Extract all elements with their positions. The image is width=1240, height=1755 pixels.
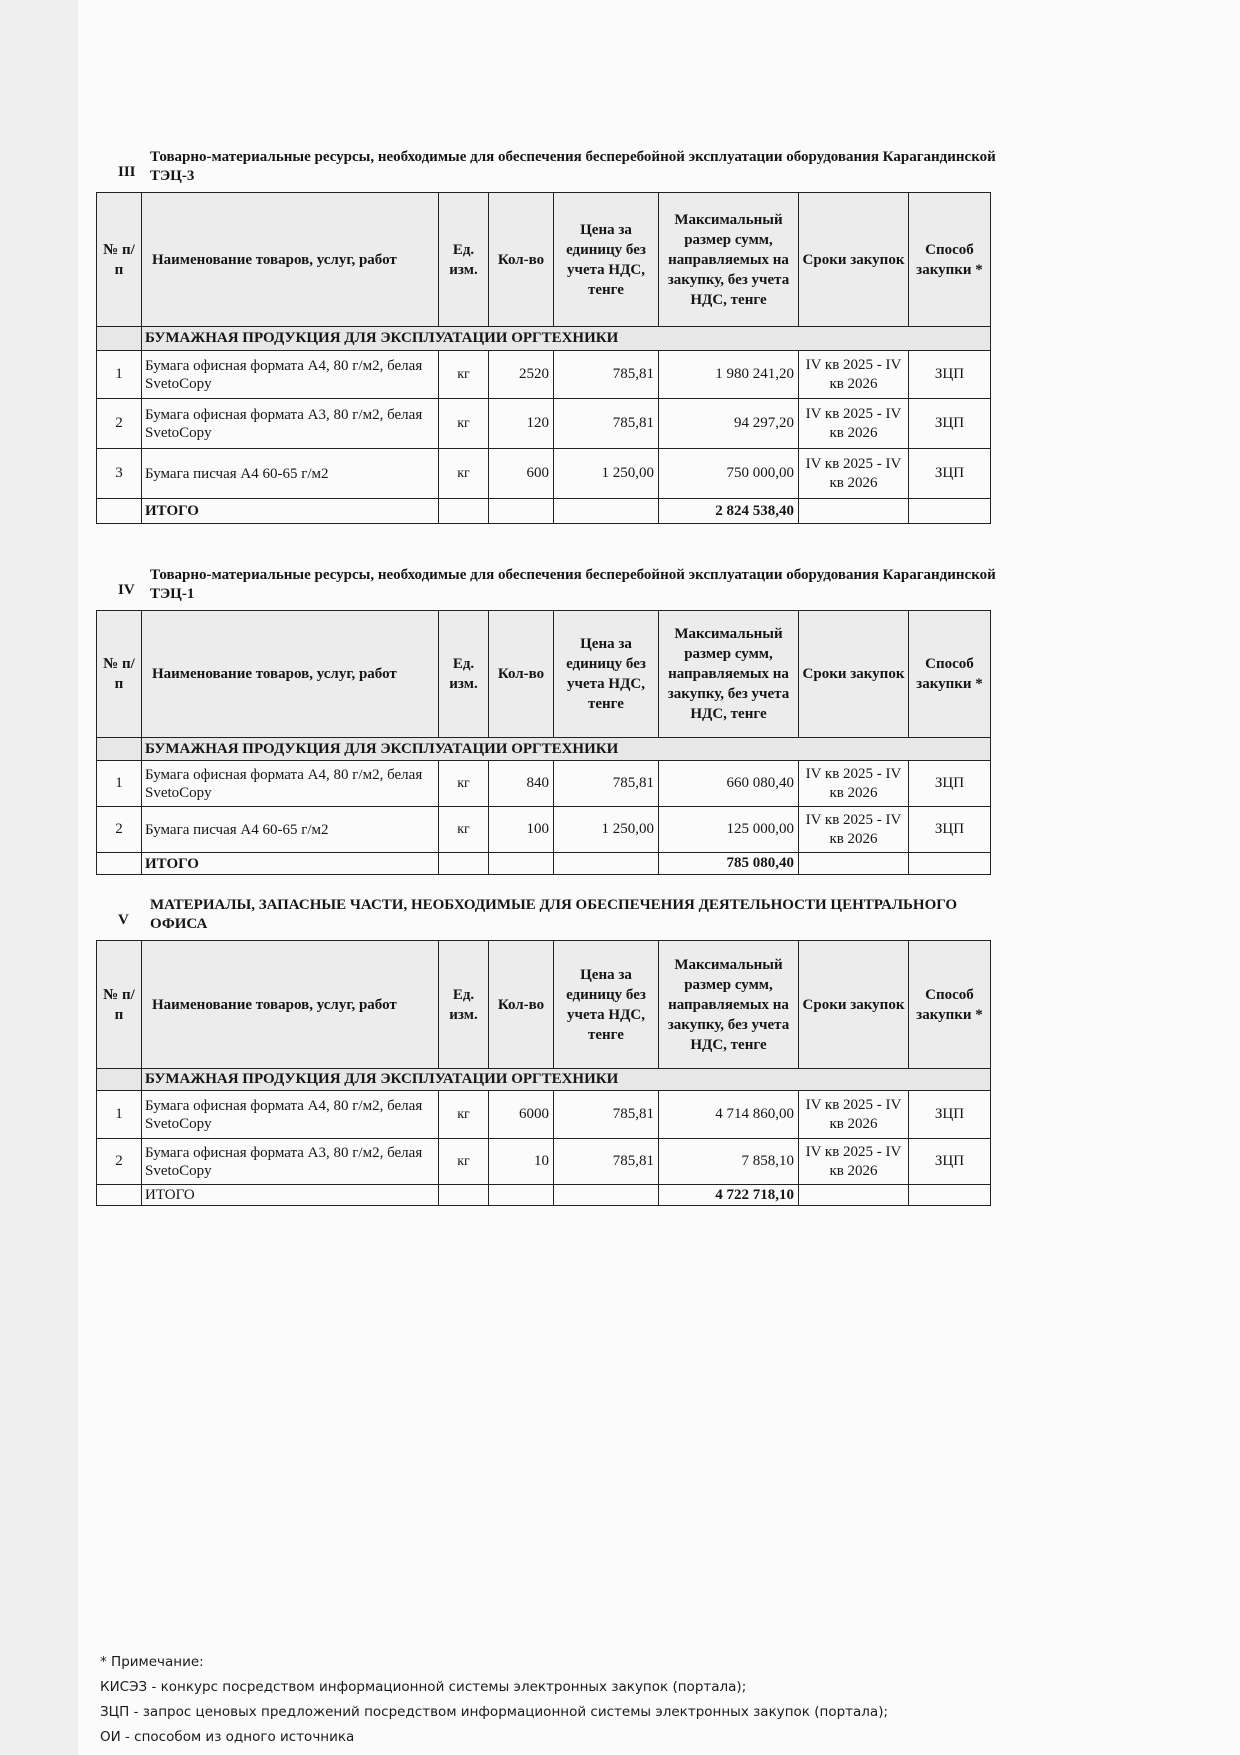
- section-number: IV: [118, 582, 135, 598]
- section-title: МАТЕРИАЛЫ, ЗАПАСНЫЕ ЧАСТИ, НЕОБХОДИМЫЕ ДЛЯ ОБЕСПЕЧЕНИЯ ДЕЯТЕЛЬНОСТИ ЦЕНТРАЛЬНОГО ОФИСА: [150, 897, 958, 932]
- row-method: ЗЦП: [909, 399, 991, 449]
- total-amount: 2 824 538,40: [659, 499, 799, 524]
- row-period: IV кв 2025 - IV кв 2026: [799, 807, 909, 853]
- total-label: ИТОГО: [142, 1185, 439, 1206]
- row-name: Бумага офисная формата А4, 80 г/м2, белая SvetoCopy: [142, 1091, 439, 1139]
- row-method: ЗЦП: [909, 1139, 991, 1185]
- row-period: IV кв 2025 - IV кв 2026: [799, 399, 909, 449]
- row-qty: 600: [489, 449, 554, 499]
- row-price: 785,81: [554, 1091, 659, 1139]
- row-period: IV кв 2025 - IV кв 2026: [799, 761, 909, 807]
- section-number: V: [118, 912, 129, 928]
- scan-margin: [0, 0, 78, 1755]
- row-period: IV кв 2025 - IV кв 2026: [799, 449, 909, 499]
- col-header-name: Наименование товаров, услуг, работ: [142, 193, 439, 327]
- col-header-price: Цена за единицу без учета НДС, тенге: [554, 611, 659, 738]
- row-period: IV кв 2025 - IV кв 2026: [799, 1091, 909, 1139]
- col-header-method: Способ закупки *: [909, 193, 991, 327]
- row-num: 1: [97, 351, 142, 399]
- header-row: [97, 941, 991, 1069]
- footnote: [100, 1650, 888, 1750]
- table-row: [97, 449, 991, 499]
- col-header-num: № п/п: [97, 193, 142, 327]
- footnote-line: КИСЭЗ - конкурс посредством информационной системы электронных закупок (портала);: [100, 1679, 747, 1695]
- section-header: [96, 566, 996, 610]
- section-iv: [96, 566, 996, 875]
- footnote-line: ОИ - способом из одного источника: [100, 1729, 355, 1745]
- row-num: 2: [97, 807, 142, 853]
- row-method: ЗЦП: [909, 351, 991, 399]
- row-qty: 120: [489, 399, 554, 449]
- row-num: 3: [97, 449, 142, 499]
- row-price: 785,81: [554, 399, 659, 449]
- col-header-max-amount: Максимальный размер сумм, направляемых на закупку, без учета НДС, тенге: [659, 941, 799, 1069]
- row-amount: 7 858,10: [659, 1139, 799, 1185]
- table-row: [97, 399, 991, 449]
- row-price: 785,81: [554, 761, 659, 807]
- col-header-qty: Кол-во: [489, 611, 554, 738]
- row-amount: 660 080,40: [659, 761, 799, 807]
- row-amount: 94 297,20: [659, 399, 799, 449]
- footnote-line: ЗЦП - запрос ценовых предложений посредством информационной системы электронных закупок (портала);: [100, 1704, 889, 1720]
- row-method: ЗЦП: [909, 449, 991, 499]
- row-qty: 10: [489, 1139, 554, 1185]
- category-label: БУМАЖНАЯ ПРОДУКЦИЯ ДЛЯ ЭКСПЛУАТАЦИИ ОРГТЕХНИКИ: [142, 738, 991, 761]
- row-num: 2: [97, 399, 142, 449]
- header-row: [97, 611, 991, 738]
- section-header: [96, 148, 996, 192]
- section-header: [96, 896, 996, 940]
- row-name: Бумага офисная формата А3, 80 г/м2, белая SvetoCopy: [142, 399, 439, 449]
- category-row: [97, 1069, 991, 1091]
- total-label: ИТОГО: [142, 853, 439, 875]
- col-header-num: № п/п: [97, 611, 142, 738]
- col-header-qty: Кол-во: [489, 193, 554, 327]
- section-number: III: [118, 164, 136, 180]
- col-header-period: Сроки закупок: [799, 193, 909, 327]
- row-unit: кг: [439, 761, 489, 807]
- row-amount: 4 714 860,00: [659, 1091, 799, 1139]
- col-header-unit: Ед. изм.: [439, 611, 489, 738]
- row-name: Бумага офисная формата А4, 80 г/м2, белая SvetoCopy: [142, 761, 439, 807]
- row-price: 785,81: [554, 1139, 659, 1185]
- col-header-name: Наименование товаров, услуг, работ: [142, 941, 439, 1069]
- table-row: [97, 1091, 991, 1139]
- row-unit: кг: [439, 449, 489, 499]
- row-price: 1 250,00: [554, 807, 659, 853]
- row-price: 1 250,00: [554, 449, 659, 499]
- col-header-price: Цена за единицу без учета НДС, тенге: [554, 941, 659, 1069]
- category-label: БУМАЖНАЯ ПРОДУКЦИЯ ДЛЯ ЭКСПЛУАТАЦИИ ОРГТЕХНИКИ: [142, 327, 991, 351]
- procurement-table: [96, 940, 991, 1206]
- row-method: ЗЦП: [909, 1091, 991, 1139]
- col-header-unit: Ед. изм.: [439, 941, 489, 1069]
- row-qty: 2520: [489, 351, 554, 399]
- footnote-heading: * Примечание:: [100, 1654, 204, 1670]
- row-unit: кг: [439, 807, 489, 853]
- row-name: Бумага офисная формата А3, 80 г/м2, белая SvetoCopy: [142, 1139, 439, 1185]
- row-period: IV кв 2025 - IV кв 2026: [799, 1139, 909, 1185]
- row-num: 2: [97, 1139, 142, 1185]
- category-row: [97, 327, 991, 351]
- row-name: Бумага офисная формата А4, 80 г/м2, белая SvetoCopy: [142, 351, 439, 399]
- category-label: БУМАЖНАЯ ПРОДУКЦИЯ ДЛЯ ЭКСПЛУАТАЦИИ ОРГТЕХНИКИ: [142, 1069, 991, 1091]
- row-qty: 100: [489, 807, 554, 853]
- col-header-method: Способ закупки *: [909, 941, 991, 1069]
- col-header-max-amount: Максимальный размер сумм, направляемых на закупку, без учета НДС, тенге: [659, 611, 799, 738]
- col-header-period: Сроки закупок: [799, 611, 909, 738]
- table-row: [97, 351, 991, 399]
- row-amount: 750 000,00: [659, 449, 799, 499]
- row-unit: кг: [439, 351, 489, 399]
- col-header-qty: Кол-во: [489, 941, 554, 1069]
- row-name: Бумага писчая А4 60-65 г/м2: [142, 449, 439, 499]
- col-header-period: Сроки закупок: [799, 941, 909, 1069]
- header-row: [97, 193, 991, 327]
- row-amount: 125 000,00: [659, 807, 799, 853]
- col-header-price: Цена за единицу без учета НДС, тенге: [554, 193, 659, 327]
- section-title: Товарно-материальные ресурсы, необходимые для обеспечения бесперебойной эксплуатации оборудования Карагандинской ТЭЦ-3: [150, 149, 996, 184]
- col-header-method: Способ закупки *: [909, 611, 991, 738]
- row-qty: 6000: [489, 1091, 554, 1139]
- total-row: [97, 499, 991, 524]
- table-row: [97, 807, 991, 853]
- total-row: [97, 853, 991, 875]
- row-period: IV кв 2025 - IV кв 2026: [799, 351, 909, 399]
- total-amount: 4 722 718,10: [659, 1185, 799, 1206]
- col-header-name: Наименование товаров, услуг, работ: [142, 611, 439, 738]
- section-v: [96, 896, 996, 1206]
- total-amount: 785 080,40: [659, 853, 799, 875]
- row-unit: кг: [439, 399, 489, 449]
- row-unit: кг: [439, 1091, 489, 1139]
- row-unit: кг: [439, 1139, 489, 1185]
- row-name: Бумага писчая А4 60-65 г/м2: [142, 807, 439, 853]
- total-row: [97, 1185, 991, 1206]
- category-row: [97, 738, 991, 761]
- row-num: 1: [97, 761, 142, 807]
- row-method: ЗЦП: [909, 761, 991, 807]
- row-num: 1: [97, 1091, 142, 1139]
- section-title: Товарно-материальные ресурсы, необходимые для обеспечения бесперебойной эксплуатации оборудования Карагандинской ТЭЦ-1: [150, 567, 996, 602]
- row-qty: 840: [489, 761, 554, 807]
- table-row: [97, 761, 991, 807]
- procurement-table: [96, 610, 991, 875]
- total-label: ИТОГО: [142, 499, 439, 524]
- table-row: [97, 1139, 991, 1185]
- row-method: ЗЦП: [909, 807, 991, 853]
- col-header-max-amount: Максимальный размер сумм, направляемых на закупку, без учета НДС, тенге: [659, 193, 799, 327]
- col-header-num: № п/п: [97, 941, 142, 1069]
- col-header-unit: Ед. изм.: [439, 193, 489, 327]
- row-amount: 1 980 241,20: [659, 351, 799, 399]
- procurement-table: [96, 192, 991, 524]
- section-iii: [96, 148, 996, 524]
- row-price: 785,81: [554, 351, 659, 399]
